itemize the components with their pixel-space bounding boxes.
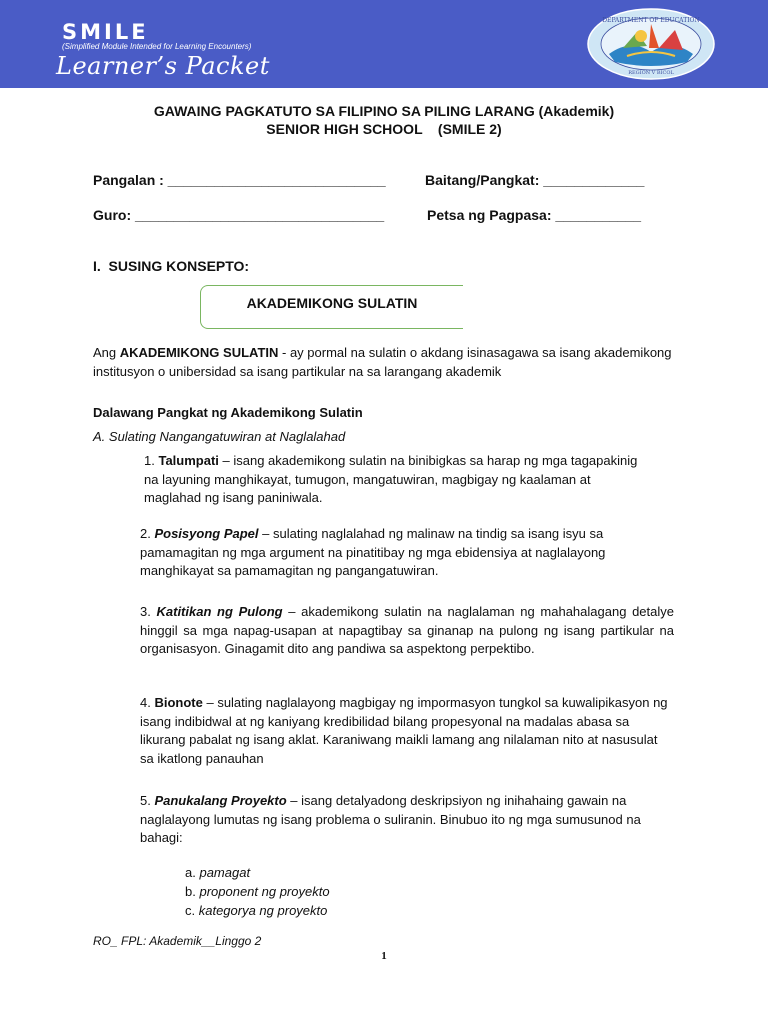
intro-rest: - ay pormal na sulatin o akdang isinasagawa sa isang akademikong institusyon o unibersidad sa isang partikular na sa larangang akademik bbox=[93, 345, 672, 379]
guro-field: Guro: ________________________________ bbox=[93, 207, 385, 223]
group-a-heading: A. Sulating Nangangatuwiran at Naglalahad bbox=[93, 429, 346, 444]
brand-subtitle: (Simplified Module Intended for Learning Encounters) bbox=[62, 42, 252, 51]
list-item: 3. Katitikan ng Pulong – akademikong sulatin na naglalaman ng mahahalagang detalye hinggil sa mga napag-usapan at napagtibay sa ginanap na pulong ng isang partikular na organisasyon. Ginagamit dito ang pandiwa sa aspektong perpektibo. bbox=[140, 604, 674, 656]
intro-pre: Ang bbox=[93, 345, 120, 360]
sub-list-item: a. pamagat bbox=[185, 865, 251, 880]
footer-code: RO_ FPL: Akademik__Linggo 2 bbox=[93, 934, 262, 948]
seal-bottom-text: REGION V BICOL bbox=[628, 70, 674, 76]
sub-list-item: b. proponent ng proyekto bbox=[185, 884, 330, 899]
packet-title: Learner’s Packet bbox=[56, 52, 270, 80]
baitang-field: Baitang/Pangkat: _____________ bbox=[425, 172, 645, 188]
list-item: 1. Talumpati – isang akademikong sulatin na binibigkas sa harap ng mga tagapakinig na layuning manghikayat, tumugon, mangatuwiran, magbigay ng kaalaman at maglahad ng isang paniniwala. bbox=[144, 453, 638, 505]
brand-title: SMILE bbox=[62, 20, 149, 44]
list-item: 2. Posisyong Papel – sulating naglalahad ng malinaw na tindig sa isang isyu sa pamamagitan ng mga argument na pinatitibay ng mga ebidensiya at naglalayong manghikayat sa pamamagitan ng pangangatuwiran. bbox=[140, 526, 606, 578]
document-title-line1: GAWAING PAGKATUTO SA FILIPINO SA PILING LARANG (Akademik) bbox=[153, 103, 615, 119]
item-term: Posisyong Papel bbox=[154, 526, 259, 541]
concept-box-title: AKADEMIKONG SULATIN bbox=[246, 295, 418, 311]
intro-paragraph bbox=[93, 344, 673, 381]
item-term: Katitikan ng Pulong bbox=[156, 604, 283, 619]
page-number: 1 bbox=[381, 950, 387, 962]
list-item: 4. Bionote – sulating naglalayong magbigay ng impormasyon tungkol sa kuwalipikasyon ng isang indibidwal at ng kaniyang kredibilidad bilang propesyonal na madalas abasa sa likurang pabalat ng isang aklat. Karaniwang maikli lamang ang nilalaman nito at nasusulat sa ikatlong panauhan bbox=[140, 695, 668, 766]
seal-top-text: DEPARTMENT OF EDUCATION bbox=[602, 17, 700, 24]
item-term: Panukalang Proyekto bbox=[154, 793, 287, 808]
header-banner bbox=[0, 0, 768, 88]
subheading: Dalawang Pangkat ng Akademikong Sulatin bbox=[93, 405, 363, 420]
item-term: Bionote bbox=[154, 695, 203, 710]
pangalan-field: Pangalan : ____________________________ bbox=[93, 172, 386, 188]
deped-seal-logo bbox=[587, 8, 715, 80]
intro-term: AKADEMIKONG SULATIN bbox=[119, 345, 279, 360]
document-title-line2: SENIOR HIGH SCHOOL (SMILE 2) bbox=[266, 121, 502, 137]
list-item: 5. Panukalang Proyekto – isang detalyadong deskripsiyon ng inihahaing gawain na naglalayong lumutas ng isang problema o suliranin. Binubuo ito ng mga sumusunod na bahagi: bbox=[140, 793, 641, 845]
sub-list-item: c. kategorya ng proyekto bbox=[185, 903, 328, 918]
item-term: Talumpati bbox=[158, 453, 219, 468]
petsa-field: Petsa ng Pagpasa: ___________ bbox=[427, 207, 642, 223]
concept-box bbox=[200, 285, 463, 329]
section-heading: I. SUSING KONSEPTO: bbox=[93, 258, 250, 274]
